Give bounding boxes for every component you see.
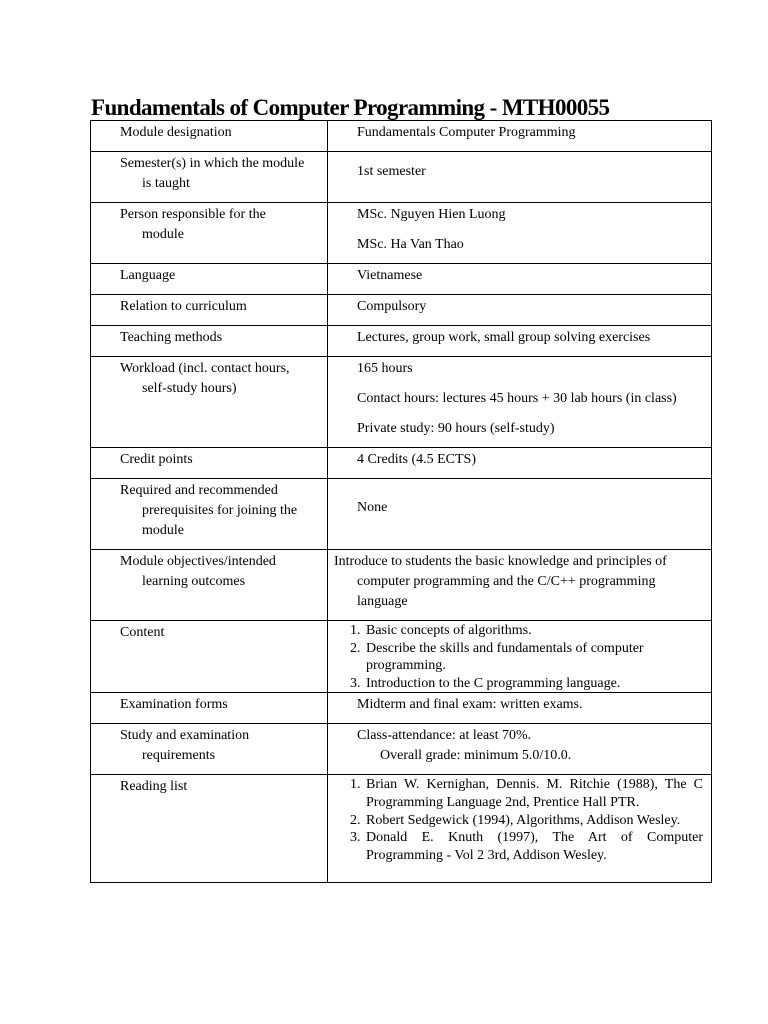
- value-cell: [328, 152, 712, 203]
- value-examination-forms: Midterm and final exam: written exams.: [357, 697, 583, 713]
- label-line: module: [142, 227, 184, 242]
- label-study-requirements: [91, 724, 327, 774]
- list-item: 1. Brian W. Kernighan, Dennis. M. Ritchie (1988), The C Programming Language 2nd, Prentice Hall PTR.: [364, 776, 703, 811]
- row-study-requirements: [91, 724, 712, 775]
- workload-total: 165 hours: [357, 361, 413, 376]
- value-workload: [328, 357, 711, 447]
- label-cell: [91, 203, 328, 264]
- value-objectives: Introduce to students the basic knowledge and principles of computer programming and the C/C++ programming language: [334, 554, 667, 609]
- row-teaching-methods: [91, 326, 712, 357]
- value-semester: 1st semester: [357, 164, 426, 179]
- value-cell: [328, 448, 712, 479]
- value-cell: [328, 479, 712, 550]
- label-line: Required and recommended: [120, 483, 278, 498]
- label-examination-forms: Examination forms: [120, 697, 228, 713]
- label-cell: [91, 264, 328, 295]
- label-credit-points: Credit points: [120, 452, 193, 467]
- label-cell: [91, 621, 328, 693]
- row-prerequisites: [91, 479, 712, 550]
- row-language: [91, 264, 712, 295]
- label-teaching-methods: Teaching methods: [120, 330, 223, 345]
- value-module-designation: Fundamentals Computer Programming: [357, 125, 576, 140]
- label-line: learning outcomes: [142, 574, 246, 589]
- value-prerequisites: None: [357, 500, 388, 515]
- label-module-designation: Module designation: [120, 125, 232, 140]
- workload-private: Private study: 90 hours (self-study): [357, 421, 555, 436]
- label-cell: [91, 550, 328, 621]
- row-workload: [91, 357, 712, 448]
- label-cell: [91, 724, 328, 775]
- label-cell: [91, 295, 328, 326]
- list-item: 2. Describe the skills and fundamentals of computer programming.: [364, 640, 703, 675]
- value-cell: [328, 724, 712, 775]
- label-reading-list: Reading list: [120, 779, 188, 795]
- label-objectives: [91, 550, 327, 600]
- label-language: Language: [120, 268, 176, 283]
- row-content: [91, 621, 712, 693]
- label-cell: [91, 357, 328, 448]
- value-cell: [328, 550, 712, 621]
- reading-list: [328, 775, 711, 864]
- label-content: Content: [120, 625, 165, 640]
- list-item: 3. Introduction to the C programming language.: [364, 675, 703, 693]
- value-relation: Compulsory: [357, 299, 427, 314]
- list-item: 2. Robert Sedgewick (1994), Algorithms, Addison Wesley.: [364, 812, 703, 830]
- row-reading-list: [91, 775, 712, 883]
- label-line: Study and examination: [120, 728, 250, 744]
- label-line: module: [142, 523, 184, 538]
- label-workload: [91, 357, 327, 407]
- label-line: Semester(s) in which the module: [120, 156, 305, 171]
- label-line: Workload (incl. contact hours,: [120, 361, 290, 376]
- value-cell: [328, 203, 712, 264]
- row-semester: [91, 152, 712, 203]
- row-module-designation: [91, 121, 712, 152]
- row-objectives: [91, 550, 712, 621]
- label-line: Module objectives/intended: [120, 554, 276, 569]
- value-cell: [328, 264, 712, 295]
- row-person-responsible: [91, 203, 712, 264]
- value-cell: [328, 775, 712, 883]
- row-examination-forms: [91, 693, 712, 724]
- value-cell: [328, 295, 712, 326]
- label-person-responsible: [91, 203, 327, 253]
- label-semester: [91, 152, 327, 202]
- value-study-requirements: [328, 724, 711, 774]
- person-name: MSc. Nguyen Hien Luong: [357, 207, 506, 222]
- row-relation-to-curriculum: [91, 295, 712, 326]
- label-line: self-study hours): [142, 381, 237, 396]
- value-cell: [328, 326, 712, 357]
- requirement-attendance: Class-attendance: at least 70%.: [357, 728, 532, 744]
- module-description-table: [90, 120, 712, 883]
- value-credit-points: 4 Credits (4.5 ECTS): [357, 452, 476, 467]
- label-cell: [91, 448, 328, 479]
- label-line: is taught: [142, 176, 190, 191]
- label-line: Person responsible for the: [120, 207, 266, 222]
- label-cell: [91, 479, 328, 550]
- row-credit-points: [91, 448, 712, 479]
- workload-contact: Contact hours: lectures 45 hours + 30 lab hours (in class): [357, 391, 677, 406]
- label-line: requirements: [142, 748, 216, 764]
- list-item: 3. Donald E. Knuth (1997), The Art of Computer Programming - Vol 2 3rd, Addison Wesley.: [364, 829, 703, 864]
- list-item: 1. Basic concepts of algorithms.: [364, 622, 703, 640]
- label-line: prerequisites for joining the: [142, 503, 298, 518]
- requirement-grade: Overall grade: minimum 5.0/10.0.: [380, 748, 572, 764]
- label-cell: [91, 152, 328, 203]
- value-cell: [328, 121, 712, 152]
- label-cell: [91, 693, 328, 724]
- value-cell: [328, 357, 712, 448]
- page-title: Fundamentals of Computer Programming - MTH00055: [91, 95, 610, 120]
- value-cell: [328, 621, 712, 693]
- content-list: [328, 621, 711, 692]
- label-cell: [91, 775, 328, 883]
- person-name: MSc. Ha Van Thao: [357, 237, 464, 252]
- label-prerequisites: [91, 479, 327, 549]
- value-cell: [328, 693, 712, 724]
- label-relation: Relation to curriculum: [120, 299, 247, 314]
- value-person-responsible: [328, 203, 711, 263]
- label-cell: [91, 121, 328, 152]
- value-language: Vietnamese: [357, 268, 423, 283]
- value-teaching-methods: Lectures, group work, small group solving exercises: [357, 330, 651, 345]
- label-cell: [91, 326, 328, 357]
